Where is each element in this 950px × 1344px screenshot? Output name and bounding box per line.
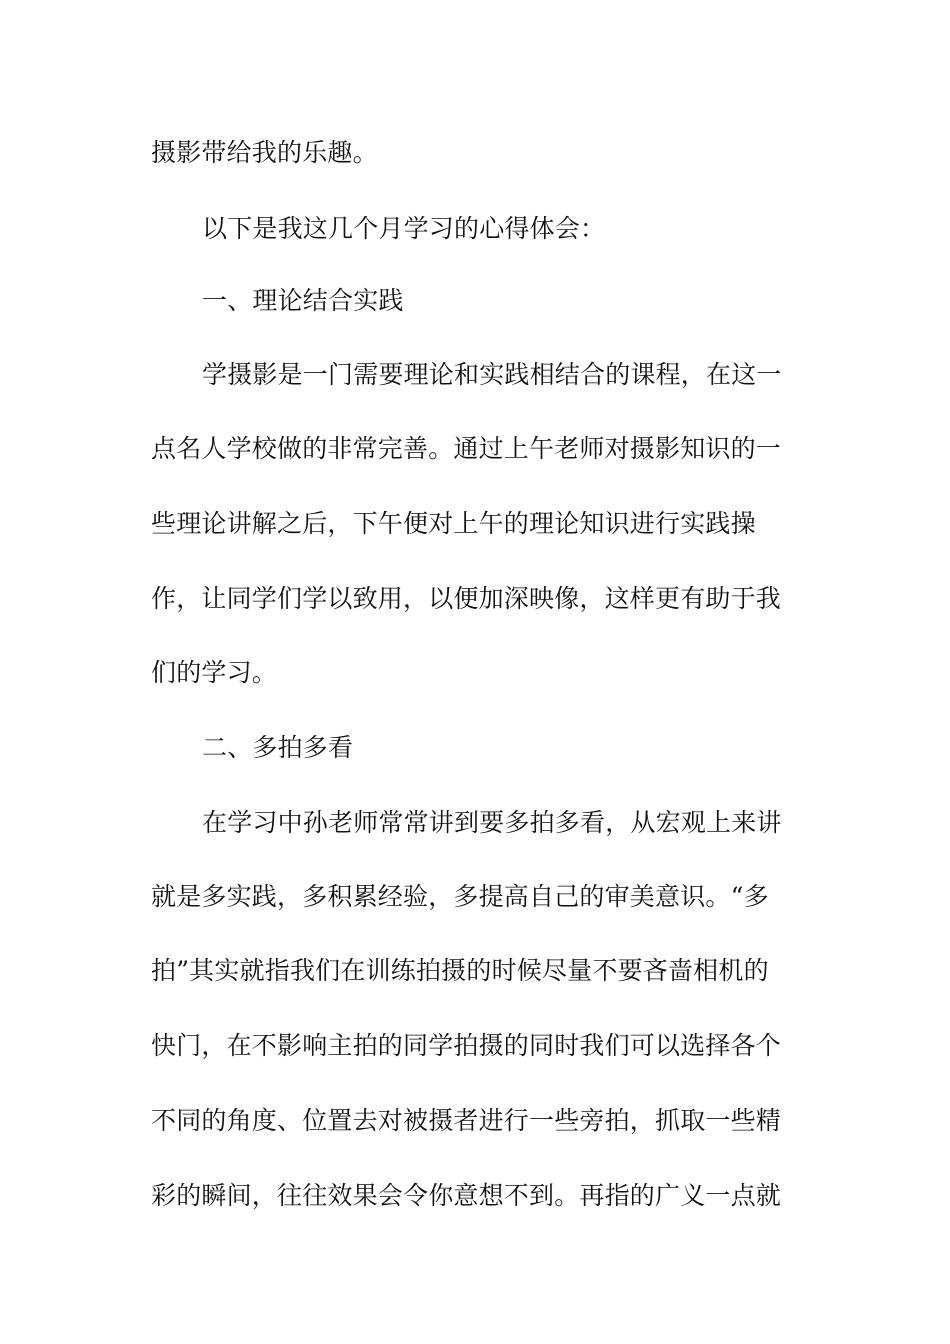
paragraph-line: 就是多实践，多积累经验，多提高自己的审美意识。“多 — [151, 882, 769, 911]
paragraph-line: 在学习中孙老师常常讲到要多拍多看，从宏观上来讲 — [202, 808, 782, 837]
paragraph-line: 些理论讲解之后，下午便对上午的理论知识进行实践操 — [151, 509, 756, 538]
paragraph-line: 彩的瞬间，往往效果会令你意想不到。再指的广义一点就 — [151, 1181, 782, 1210]
paragraph-line: 点名人学校做的非常完善。通过上午老师对摄影知识的一 — [151, 434, 782, 463]
section-heading: 二、多拍多看 — [202, 733, 354, 762]
paragraph-line: 学摄影是一门需要理论和实践相结合的课程，在这一 — [202, 360, 782, 389]
paragraph-line: 不同的角度、位置去对被摄者进行一些旁拍，抓取一些精 — [151, 1106, 782, 1135]
paragraph-line: 以下是我这几个月学习的心得体会： — [202, 214, 606, 243]
paragraph-line: 们的学习。 — [151, 658, 278, 687]
paragraph-line: 摄影带给我的乐趣。 — [151, 138, 378, 167]
section-heading: 一、理论结合实践 — [202, 286, 404, 315]
paragraph-line: 快门，在不影响主拍的同学拍摄的同时我们可以选择各个 — [151, 1031, 782, 1060]
paragraph-line: 作，让同学们学以致用，以便加深映像，这样更有助于我 — [151, 584, 782, 613]
paragraph-line: 拍”其实就指我们在训练拍摄的时候尽量不要吝啬相机的 — [151, 956, 769, 985]
